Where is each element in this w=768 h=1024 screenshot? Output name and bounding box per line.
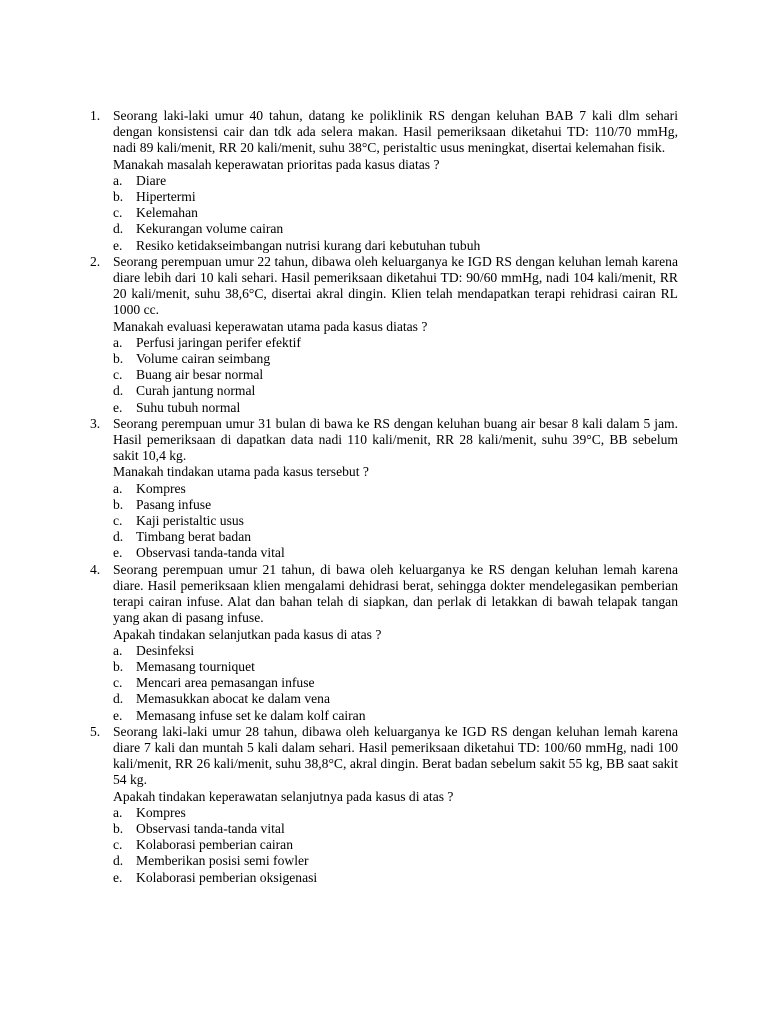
option-d — [113, 383, 678, 399]
question-number: 3. — [90, 415, 101, 431]
option-c — [113, 837, 678, 853]
option-text: Kelemahan — [136, 205, 198, 221]
question-number: 5. — [90, 723, 101, 739]
option-c — [113, 675, 678, 691]
option-text: Kolaborasi pemberian cairan — [136, 837, 294, 853]
question-stem: Seorang perempuan umur 22 tahun, dibawa oleh keluarganya ke IGD RS dengan keluhan lemah karena diare lebih dari 10 kali sehari. Hasil pemeriksaan diketahui TD: 90/60 mmHg, nadi 104 kali/menit, RR 20 kali/menit, suhu 38,6°C, disertai akral dingin. Klien telah mendapatkan terapi rehidrasi cairan RL 1000 cc. — [113, 253, 678, 318]
question-list — [0, 108, 768, 886]
option-text: Kolaborasi pemberian oksigenasi — [136, 869, 318, 885]
question-number: 4. — [90, 561, 101, 577]
option-c — [113, 367, 678, 383]
option-letter: a. — [113, 334, 123, 350]
option-text: Kaji peristaltic usus — [136, 513, 244, 529]
option-text: Pasang infuse — [136, 496, 212, 512]
question-prompt: Apakah tindakan keperawatan selanjutnya pada kasus di atas ? — [113, 788, 454, 804]
option-text: Memasang infuse set ke dalam kolf cairan — [136, 707, 366, 723]
question-stem: Seorang laki-laki umur 40 tahun, datang ke poliklinik RS dengan keluhan BAB 7 kali dlm sehari dengan konsistensi cair dan tdk ada selera makan. Hasil pemeriksaan diketahui TD: 110/70 mmHg, nadi 89 kali/menit, RR 20 kali/menit, suhu 38°C, peristaltic usus meningkat, disertai kelemahan fisik. — [113, 108, 678, 156]
option-a — [113, 335, 678, 351]
option-text: Observasi tanda-tanda vital — [136, 820, 285, 836]
option-letter: d. — [113, 221, 124, 237]
option-a — [113, 173, 678, 189]
question-number: 1. — [90, 108, 101, 123]
option-letter: d. — [113, 691, 124, 707]
question-stem: Seorang perempuan umur 31 bulan di bawa ke RS dengan keluhan buang air besar 8 kali dalam 5 jam. Hasil pemeriksaan di dapatkan data nadi 110 kali/menit, RR 28 kali/menit, suhu 39°C, BB sebelum sakit 10,4 kg. — [113, 415, 678, 464]
option-letter: b. — [113, 496, 124, 512]
option-text: Observasi tanda-tanda vital — [136, 545, 285, 561]
question-4 — [0, 562, 678, 724]
option-d — [113, 529, 678, 545]
option-letter: e. — [113, 399, 123, 415]
option-letter: c. — [113, 513, 123, 529]
option-text: Desinfeksi — [136, 642, 195, 658]
option-letter: c. — [113, 367, 123, 383]
question-prompt: Manakah tindakan utama pada kasus tersebut ? — [113, 464, 369, 480]
question-1 — [0, 108, 678, 254]
option-e — [113, 545, 678, 561]
option-letter: b. — [113, 820, 124, 836]
option-d — [113, 221, 678, 237]
option-text: Hipertermi — [136, 189, 196, 205]
option-letter: c. — [113, 205, 123, 221]
option-letter: e. — [113, 869, 123, 885]
option-c — [113, 205, 678, 221]
option-text: Kekurangan volume cairan — [136, 221, 284, 237]
option-letter: d. — [113, 529, 124, 545]
option-a — [113, 481, 678, 497]
option-letter: e. — [113, 237, 123, 253]
option-b — [113, 351, 678, 367]
option-text: Buang air besar normal — [136, 367, 264, 383]
option-letter: a. — [113, 172, 123, 188]
option-e — [113, 238, 678, 254]
option-text: Suhu tubuh normal — [136, 399, 241, 415]
option-text: Memasang tourniquet — [136, 658, 255, 674]
question-prompt: Manakah masalah keperawatan prioritas pada kasus diatas ? — [113, 156, 440, 172]
option-b — [113, 189, 678, 205]
option-d — [113, 691, 678, 707]
option-text: Memasukkan abocat ke dalam vena — [136, 691, 331, 707]
option-text: Mencari area pemasangan infuse — [136, 675, 315, 691]
option-letter: c. — [113, 837, 123, 853]
question-stem: Seorang perempuan umur 21 tahun, di bawa oleh keluarganya ke RS dengan keluhan lemah karena diare. Hasil pemeriksaan klien mengalami dehidrasi berat, sehingga dokter mendelegasikan pemberian terapi cairan infuse. Alat dan bahan telah di siapkan, dan perlak di letakkan di bawah telapak tangan yang akan di pasang infuse. — [113, 561, 678, 626]
question-prompt: Apakah tindakan selanjutkan pada kasus di atas ? — [113, 626, 382, 642]
question-5 — [0, 724, 678, 886]
option-letter: b. — [113, 658, 124, 674]
option-b — [113, 497, 678, 513]
option-e — [113, 708, 678, 724]
option-letter: e. — [113, 545, 123, 561]
option-letter: d. — [113, 853, 124, 869]
question-3 — [0, 416, 678, 562]
option-text: Memberikan posisi semi fowler — [136, 853, 309, 869]
option-text: Perfusi jaringan perifer efektif — [136, 334, 301, 350]
option-letter: e. — [113, 707, 123, 723]
option-a — [113, 643, 678, 659]
option-c — [113, 513, 678, 529]
option-letter: d. — [113, 383, 124, 399]
option-text: Resiko ketidakseimbangan nutrisi kurang dari kebutuhan tubuh — [136, 237, 481, 253]
option-letter: a. — [113, 642, 123, 658]
option-letter: c. — [113, 675, 123, 691]
option-letter: b. — [113, 189, 124, 205]
option-e — [113, 400, 678, 416]
question-2 — [0, 254, 678, 416]
option-letter: b. — [113, 351, 124, 367]
option-text: Timbang berat badan — [136, 529, 252, 545]
option-a — [113, 805, 678, 821]
option-d — [113, 853, 678, 869]
option-b — [113, 821, 678, 837]
question-prompt: Manakah evaluasi keperawatan utama pada kasus diatas ? — [113, 318, 428, 334]
option-text: Volume cairan seimbang — [136, 351, 271, 367]
option-b — [113, 659, 678, 675]
option-text: Kompres — [136, 804, 186, 820]
question-stem: Seorang laki-laki umur 28 tahun, dibawa oleh keluarganya ke IGD RS dengan keluhan lemah karena diare 7 kali dan muntah 5 kali dalam sehari. Hasil pemeriksaan diketahui TD: 100/60 mmHg, nadi 100 kali/menit, RR 26 kali/menit, suhu 38,8°C, akral dingin. Berat badan sebelum sakit 55 kg, BB saat sakit 54 kg. — [113, 723, 678, 788]
question-number: 2. — [90, 253, 101, 269]
option-text: Curah jantung normal — [136, 383, 256, 399]
option-letter: a. — [113, 804, 123, 820]
option-letter: a. — [113, 480, 123, 496]
option-text: Diare — [136, 172, 167, 188]
option-e — [113, 870, 678, 886]
option-text: Kompres — [136, 480, 186, 496]
